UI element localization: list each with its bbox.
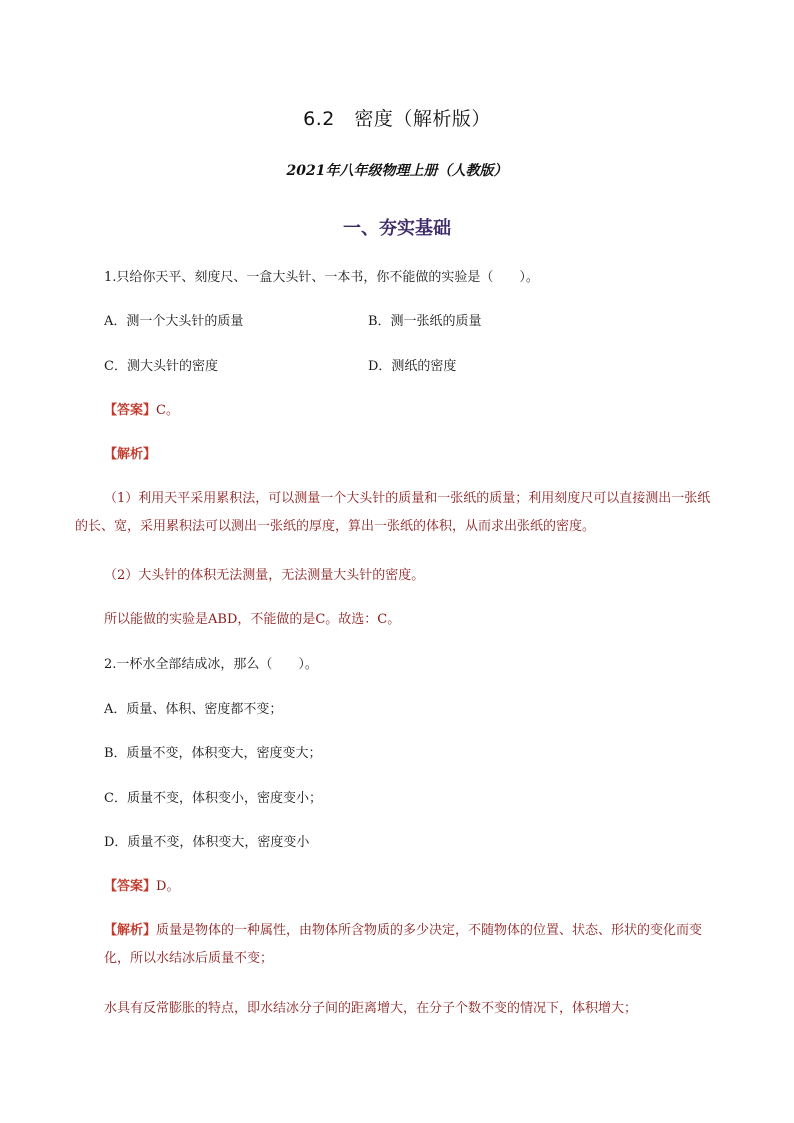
question-1-answer: [104, 401, 179, 421]
question-2-option-d: D．质量不变，体积变大，密度变小: [104, 835, 310, 850]
analysis-tag: 【解析】: [104, 447, 157, 462]
question-1-stem: 1.只给你天平、刻度尺、一盒大头针、一本书，你不能做的实验是（ ）。: [104, 270, 539, 285]
question-2-option-b: B．质量不变，体积变大，密度变大；: [104, 746, 322, 761]
question-2-analysis-paragraph-2: 水具有反常膨胀的特点，即水结冰分子间的距离增大，在分子个数不变的情况下，体积增大；: [104, 1001, 638, 1016]
question-1-analysis-paragraph-1: （1）利用天平采用累积法，可以测量一个大头针的质量和一张纸的质量；利用刻度尺可以直接测出一张纸的长、宽，采用累积法可以测出一张纸的厚度，算出一张纸的体积，从而求出张纸的密度。: [75, 491, 711, 534]
question-2-option-a: A．质量、体积、密度都不变；: [104, 702, 283, 717]
page-title: 6.2 密度（解析版）: [303, 108, 491, 130]
answer-tag: 【答案】: [104, 879, 157, 894]
answer-value: D。: [156, 879, 180, 894]
question-1-analysis-paragraph-3: 所以能做的实验是ABD，不能做的是C。故选：C。: [104, 612, 401, 627]
analysis-text: 质量是物体的一种属性，由物体所含物质的多少决定，不随物体的位置、状态、形状的变化而变化，所以水结冰后质量不变；: [104, 923, 703, 966]
answer-tag: 【答案】: [104, 403, 157, 418]
question-1-option-d: D．测纸的密度: [368, 359, 457, 374]
question-1-analysis-paragraph-2: （2）大头针的体积无法测量，无法测量大头针的密度。: [104, 568, 425, 583]
analysis-tag: 【解析】: [104, 923, 157, 938]
question-2-option-c: C．质量不变，体积变小，密度变小；: [104, 791, 322, 806]
question-2-answer: [104, 877, 179, 897]
question-1-analysis-label: [104, 445, 156, 465]
section-heading: 一、夯实基础: [343, 218, 451, 239]
question-1-option-a: A．测一个大头针的质量: [104, 314, 244, 329]
question-1-option-b: B．测一张纸的质量: [368, 314, 482, 329]
page-subtitle: 2021年八年级物理上册（人教版）: [286, 163, 508, 179]
question-1-option-c: C．测大头针的密度: [104, 359, 218, 374]
question-2-analysis-paragraph-1: [104, 917, 724, 973]
question-2-stem: 2.一杯水全部结成冰，那么（ ）。: [104, 657, 318, 672]
answer-value: C。: [156, 403, 179, 418]
